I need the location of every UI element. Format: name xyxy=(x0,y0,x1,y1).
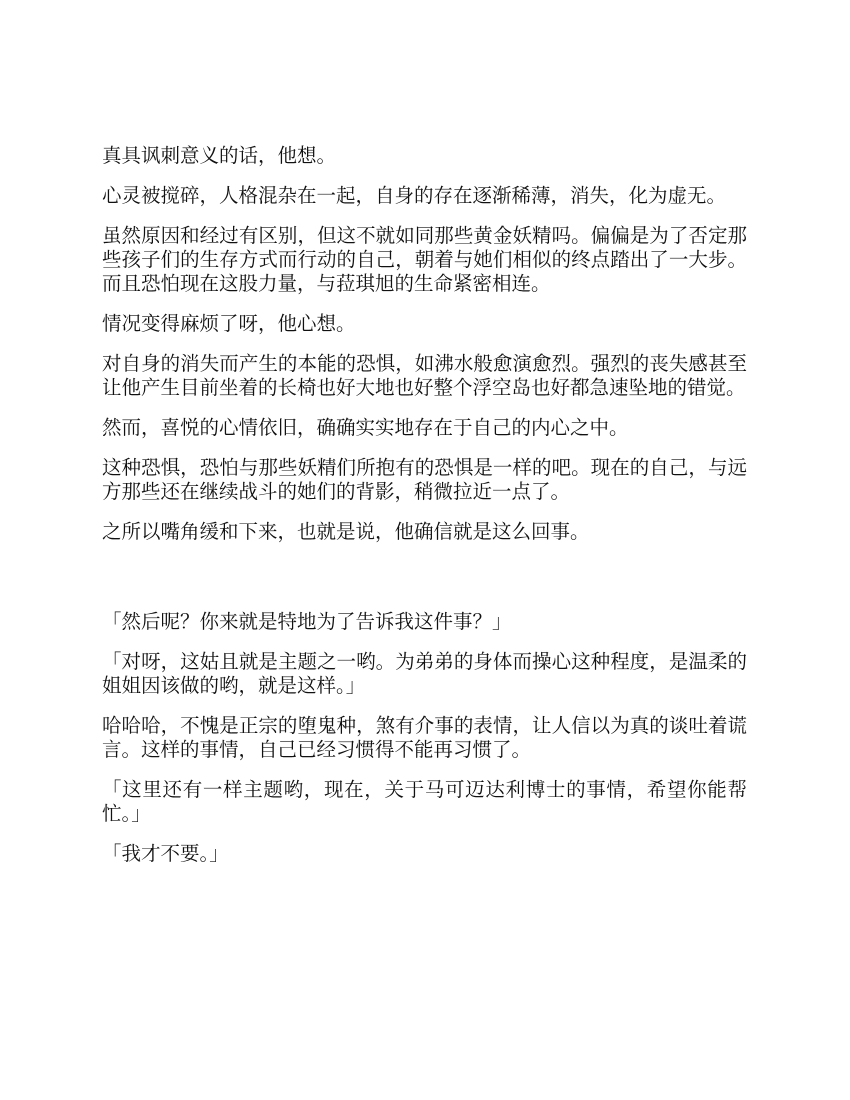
paragraph-9: 哈哈哈，不愧是正宗的堕鬼种，煞有介事的表情，让人信以为真的谈吐着谎言。这样的事情，自己已经习惯得不能再习惯了。 xyxy=(102,714,747,761)
dialogue-4: 「我才不要。」 xyxy=(102,842,229,865)
dialogue-1: 「然后呢？你来就是特地为了告诉我这件事？」 xyxy=(102,610,512,633)
paragraph-6: 然而，喜悦的心情依旧，确确实实地存在于自己的内心之中。 xyxy=(102,416,629,439)
document-page xyxy=(102,144,747,882)
dialogue-3: 「这里还有一样主题哟，现在，关于马可迈达利博士的事情，希望你能帮忙。」 xyxy=(102,778,747,825)
paragraph-3: 虽然原因和经过有区别，但这不就如同那些黄金妖精吗。偏偏是为了否定那些孩子们的生存方式而行动的自己，朝着与她们相似的终点踏出了一大步。而且恐怕现在这股力量，与菈琪旭的生命紧密相连。 xyxy=(102,224,747,295)
dialogue-2: 「对呀，这姑且就是主题之一哟。为弟弟的身体而操心这种程度，是温柔的姐姐因该做的哟，就是这样。」 xyxy=(102,650,747,697)
paragraph-8: 之所以嘴角缓和下来，也就是说，他确信就是这么回事。 xyxy=(102,520,590,543)
paragraph-4: 情况变得麻烦了呀，他心想。 xyxy=(102,312,356,335)
scene-break xyxy=(102,560,747,610)
paragraph-5: 对自身的消失而产生的本能的恐惧，如沸水般愈演愈烈。强烈的丧失感甚至让他产生目前坐着的长椅也好大地也好整个浮空岛也好都急速坠地的错觉。 xyxy=(102,352,747,399)
paragraph-7: 这种恐惧，恐怕与那些妖精们所抱有的恐惧是一样的吧。现在的自己，与远方那些还在继续战斗的她们的背影，稍微拉近一点了。 xyxy=(102,456,747,503)
paragraph-1: 真具讽刺意义的话，他想。 xyxy=(102,144,337,167)
paragraph-2: 心灵被搅碎，人格混杂在一起，自身的存在逐渐稀薄，消失，化为虚无。 xyxy=(102,184,727,207)
